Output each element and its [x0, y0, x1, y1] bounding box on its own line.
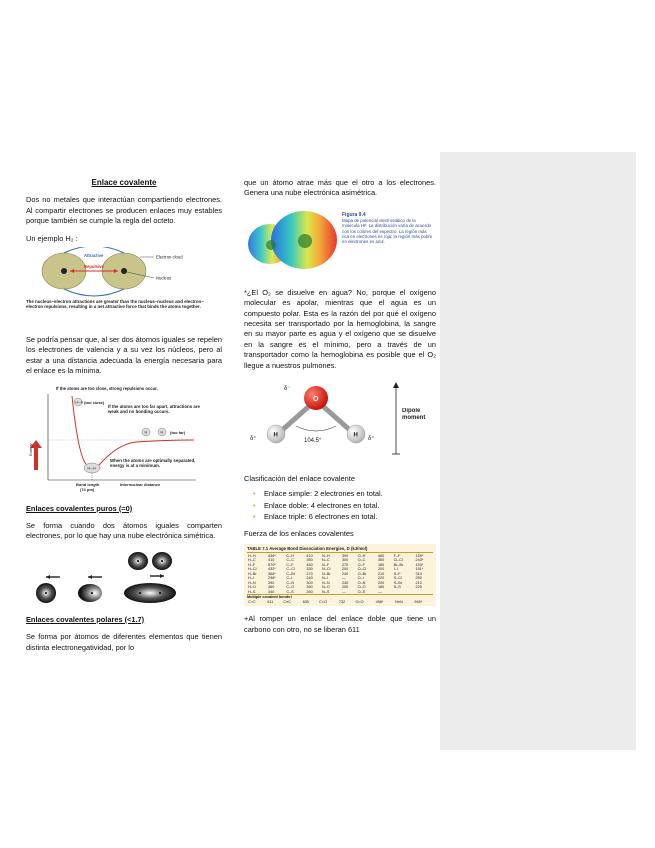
- table-cell: 460: [267, 585, 275, 590]
- table-cell: 366*: [267, 571, 276, 576]
- table-cell: N–H: [321, 553, 330, 558]
- repulsion-paragraph: Se podría pensar que, al ser dos átomos iguales se repelen los electrones de valencia y a su vez los núcleos, pero al estar a una distancia adecuada la energía necesaria para el enlace es la mínima.: [26, 335, 222, 376]
- too-far-label: (too far): [170, 429, 186, 435]
- table-cell: 300: [341, 558, 349, 563]
- table-cell: 243*: [415, 558, 424, 563]
- table-cell: O–Cl: [357, 567, 367, 572]
- table-row: [247, 600, 433, 605]
- table-cell: 151*: [415, 567, 424, 572]
- table-cell: 350: [306, 585, 313, 590]
- table-cell: 250: [415, 576, 422, 581]
- table-cell: 390: [341, 553, 349, 558]
- table-cell: H–I: [248, 576, 254, 581]
- table-cell: O–Br: [357, 571, 367, 576]
- table-cell: N–O: [321, 585, 330, 590]
- classification-title: Clasificación del enlace covalente: [244, 474, 355, 484]
- table-cell: O–F: [357, 562, 365, 567]
- table-cell: C=O: [319, 599, 328, 604]
- hydrogen-atom-right: H: [353, 432, 358, 439]
- middle-column: [244, 178, 436, 642]
- table-cell: H–S: [248, 589, 256, 594]
- table-cell: 240: [306, 576, 313, 581]
- table-cell: 220: [377, 576, 385, 581]
- table-cell: 835: [302, 599, 309, 604]
- table-cell: 159*: [415, 553, 424, 558]
- delta-plus-left-label: δ⁺: [250, 436, 257, 443]
- table-cell: 436*: [267, 553, 276, 558]
- table-cell: C–H: [286, 553, 294, 558]
- list-item: • Enlace triple: 6 electrones en total.: [264, 512, 436, 522]
- nucleus-label: Nucleus: [156, 275, 172, 281]
- table-cell: 210: [377, 571, 385, 576]
- table-cell: 300: [306, 580, 313, 585]
- multiple-bond-grid: [247, 600, 433, 605]
- double-bond-paragraph: +Al romper un enlace del enlace doble que tiene un carbono con otro, no se liberan 611: [244, 614, 436, 634]
- table-cell: O–I: [357, 576, 364, 581]
- table-cell: C–N: [286, 580, 294, 585]
- table-cell: 450: [306, 562, 313, 567]
- electron-cloud-label: Electron cloud: [156, 254, 183, 260]
- bond-energy-table: [244, 544, 436, 606]
- bond-length-value: (74 pm): [80, 486, 95, 492]
- water-dipole-figure: [244, 378, 436, 466]
- table-cell: H–O: [248, 585, 256, 590]
- table-cell: 732: [338, 599, 346, 604]
- table-cell: C–I: [286, 576, 293, 581]
- table-cell: 350: [377, 558, 385, 563]
- table-cell: C–Br: [286, 571, 296, 576]
- table-cell: C–S: [286, 589, 294, 594]
- delta-minus-label: δ⁻: [284, 386, 291, 393]
- list-item: • Enlace simple: 2 electrones en total.: [264, 489, 436, 499]
- table-cell: 350: [306, 558, 313, 563]
- pure-covalent-text: Se forma cuando dos átomos iguales comparten electrones, por lo que hay una nube electrónica simétrica.: [26, 521, 222, 541]
- bond-angle-label: 104.5°: [304, 438, 322, 445]
- table-cell: O–S: [357, 589, 366, 594]
- table-cell: C–F: [286, 562, 294, 567]
- bond-strength-title: Fuerza de los enlaces covalentes: [244, 528, 354, 538]
- table-cell: S–F: [393, 571, 401, 576]
- table-cell: 225: [415, 585, 422, 590]
- h2-figure-caption: The nucleus–electron attractions are greater than the nucleus–nucleus and electron–electron repulsions, resulting in a net attractive force that binds the atoms together.: [26, 299, 204, 310]
- table-title: TABLE 7.1 Average Bond Dissociation Energies, D (kJ/mol): [247, 546, 433, 553]
- table-cell: H–H: [248, 553, 256, 558]
- table-cell: 340: [267, 589, 275, 594]
- table-cell: 330: [306, 567, 313, 572]
- list-item: • Enlace doble: 4 electrones en total.: [264, 501, 436, 511]
- table-cell: O–C: [357, 558, 366, 563]
- polar-covalent-heading: Enlaces covalentes polares (<1.7): [26, 614, 145, 624]
- hydrogen-atom-left: H: [273, 432, 278, 439]
- oxygen-atom-label: O: [313, 396, 319, 404]
- table-cell: 945*: [414, 599, 423, 604]
- table-cell: —: [377, 589, 382, 594]
- energy-axis-label: Energy: [28, 442, 33, 456]
- table-cell: 410: [267, 558, 275, 563]
- polar-covalent-text: Se forma por átomos de diferentes elementos que tienen distinta electronegatividad, por lo: [26, 632, 222, 652]
- attractive-label: Attractive: [84, 253, 104, 259]
- table-cell: 298*: [267, 576, 276, 581]
- table-cell: 180: [377, 585, 385, 590]
- table-cell: 200: [341, 567, 349, 572]
- table-cell: C=C: [248, 599, 256, 604]
- table-cell: O–H: [357, 553, 366, 558]
- too-far-caption: If the atoms are too far apart, attractions are weak and no bonding occurs.: [108, 403, 200, 415]
- asymmetric-cloud-paragraph: que un átomo atrae más que el otro a los electrones. Genera una nube electrónica asimétrica.: [244, 178, 436, 198]
- multiple-bonds-label: Multiple covalent bonds†: [247, 594, 433, 600]
- table-cell: N–F: [321, 562, 330, 567]
- electrostatic-map-caption: Mapa de potencial electrostático de la molécula HF. La distribución varía de acuerdo con los colores del espectro. La región más rica en electrones es roja; la región más pobre en electrones es azul.: [342, 217, 433, 245]
- left-column: [26, 178, 222, 660]
- table-cell: 498*: [375, 599, 384, 604]
- table-cell: 310: [415, 571, 422, 576]
- table-cell: 390: [267, 580, 275, 585]
- table-cell: H–Cl: [248, 567, 257, 572]
- delta-plus-right-label: δ⁺: [368, 436, 375, 443]
- table-cell: 270: [306, 571, 313, 576]
- h-atom-left: H: [144, 430, 148, 435]
- comment-side-panel: [440, 152, 636, 750]
- electrostatic-map-figure: [244, 206, 436, 278]
- table-cell: 270: [341, 562, 349, 567]
- table-cell: O–O: [357, 585, 366, 590]
- table-cell: H–N: [248, 580, 256, 585]
- hh-optimal-label: H—H: [87, 466, 96, 471]
- table-cell: 200: [377, 580, 385, 585]
- electron-cloud-figure: [26, 549, 206, 607]
- section-title: Enlace covalente: [91, 178, 157, 187]
- table-cell: O=O: [355, 599, 364, 604]
- table-cell: H–Br: [248, 571, 257, 576]
- bond-energy-grid: [247, 554, 433, 595]
- table-cell: S–Br: [393, 580, 403, 585]
- dipole-moment-label: Dipole moment: [402, 408, 426, 422]
- table-cell: 240: [341, 571, 349, 576]
- oxygen-solubility-paragraph: *¿El O₂ se disuelve en agua? No, porque el oxígeno molecular es apolar, mientras que el agua es un compuesto polar. Esta es la razón del por qué el oxígeno necesita ser transportado por la hemoglobina, la sangre en su mayor parte es agua y el oxígeno que se disuelve en la sangre es el mínimo, pero a través de un transportador como la hemoglobina es posible que el O₂ llegue a nuestros pulmones.: [244, 287, 436, 370]
- hh-close-label: H—H: [75, 400, 84, 405]
- optimal-caption: When the atoms are optimally separated, energy is at a minimum.: [110, 457, 196, 469]
- table-cell: H–C: [248, 558, 256, 563]
- table-cell: Cl–Cl: [393, 558, 403, 563]
- table-cell: 611: [267, 599, 274, 604]
- table-cell: C≡C: [283, 599, 291, 604]
- h-atom-right: H: [160, 430, 164, 435]
- table-cell: I–I: [393, 567, 398, 572]
- internuclear-distance-label: Internuclear distance: [120, 481, 161, 487]
- table-cell: C–C: [286, 558, 294, 563]
- table-cell: 193*: [415, 562, 424, 567]
- table-cell: N≡N: [395, 599, 403, 604]
- table-cell: 460: [377, 553, 385, 558]
- table-cell: N–Cl: [321, 567, 331, 572]
- too-close-caption: If the atoms are too close, strong repulsions occur.: [56, 385, 158, 391]
- figure-number: Figura 9.4: [342, 211, 366, 218]
- table-cell: Br–Br: [393, 562, 404, 567]
- table-cell: S–S: [393, 585, 401, 590]
- pure-covalent-heading: Enlaces covalentes puros (=0): [26, 503, 133, 513]
- table-cell: 260: [306, 589, 313, 594]
- potential-energy-figure: [26, 384, 206, 496]
- table-cell: N–N: [321, 580, 330, 585]
- table-cell: F–F: [393, 553, 401, 558]
- table-cell: 180: [377, 562, 385, 567]
- repulsive-label: Repulsive: [84, 264, 104, 270]
- table-cell: 210: [415, 580, 422, 585]
- too-close-label: (too close): [84, 399, 105, 405]
- table-cell: O–N: [357, 580, 366, 585]
- table-cell: 200: [341, 585, 349, 590]
- table-cell: N–S: [321, 589, 330, 594]
- table-cell: 570*: [267, 562, 276, 567]
- table-cell: C–O: [286, 585, 295, 590]
- table-cell: —: [341, 589, 346, 594]
- table-cell: S–Cl: [393, 576, 402, 581]
- example-label: Un ejemplo H₂ :: [26, 233, 78, 243]
- table-cell: 410: [306, 553, 313, 558]
- intro-paragraph: Dos no metales que interactúan compartiendo electrones. Al compartir electrones se producen enlaces muy estables porque también se cumple la regla del octeto.: [26, 195, 222, 226]
- table-cell: 200: [377, 567, 385, 572]
- table-cell: 240: [341, 580, 349, 585]
- bond-length-label: Bond length: [76, 481, 100, 487]
- table-cell: 432*: [267, 567, 276, 572]
- h2-bonding-figure: [26, 247, 206, 327]
- table-cell: N–C: [321, 558, 330, 563]
- table-cell: N–Br: [321, 571, 331, 576]
- table-cell: N–I: [321, 576, 328, 581]
- table-cell: C–Cl: [286, 567, 295, 572]
- table-cell: H–F: [248, 562, 256, 567]
- table-cell: —: [341, 576, 346, 581]
- bond-types-list: [244, 489, 436, 522]
